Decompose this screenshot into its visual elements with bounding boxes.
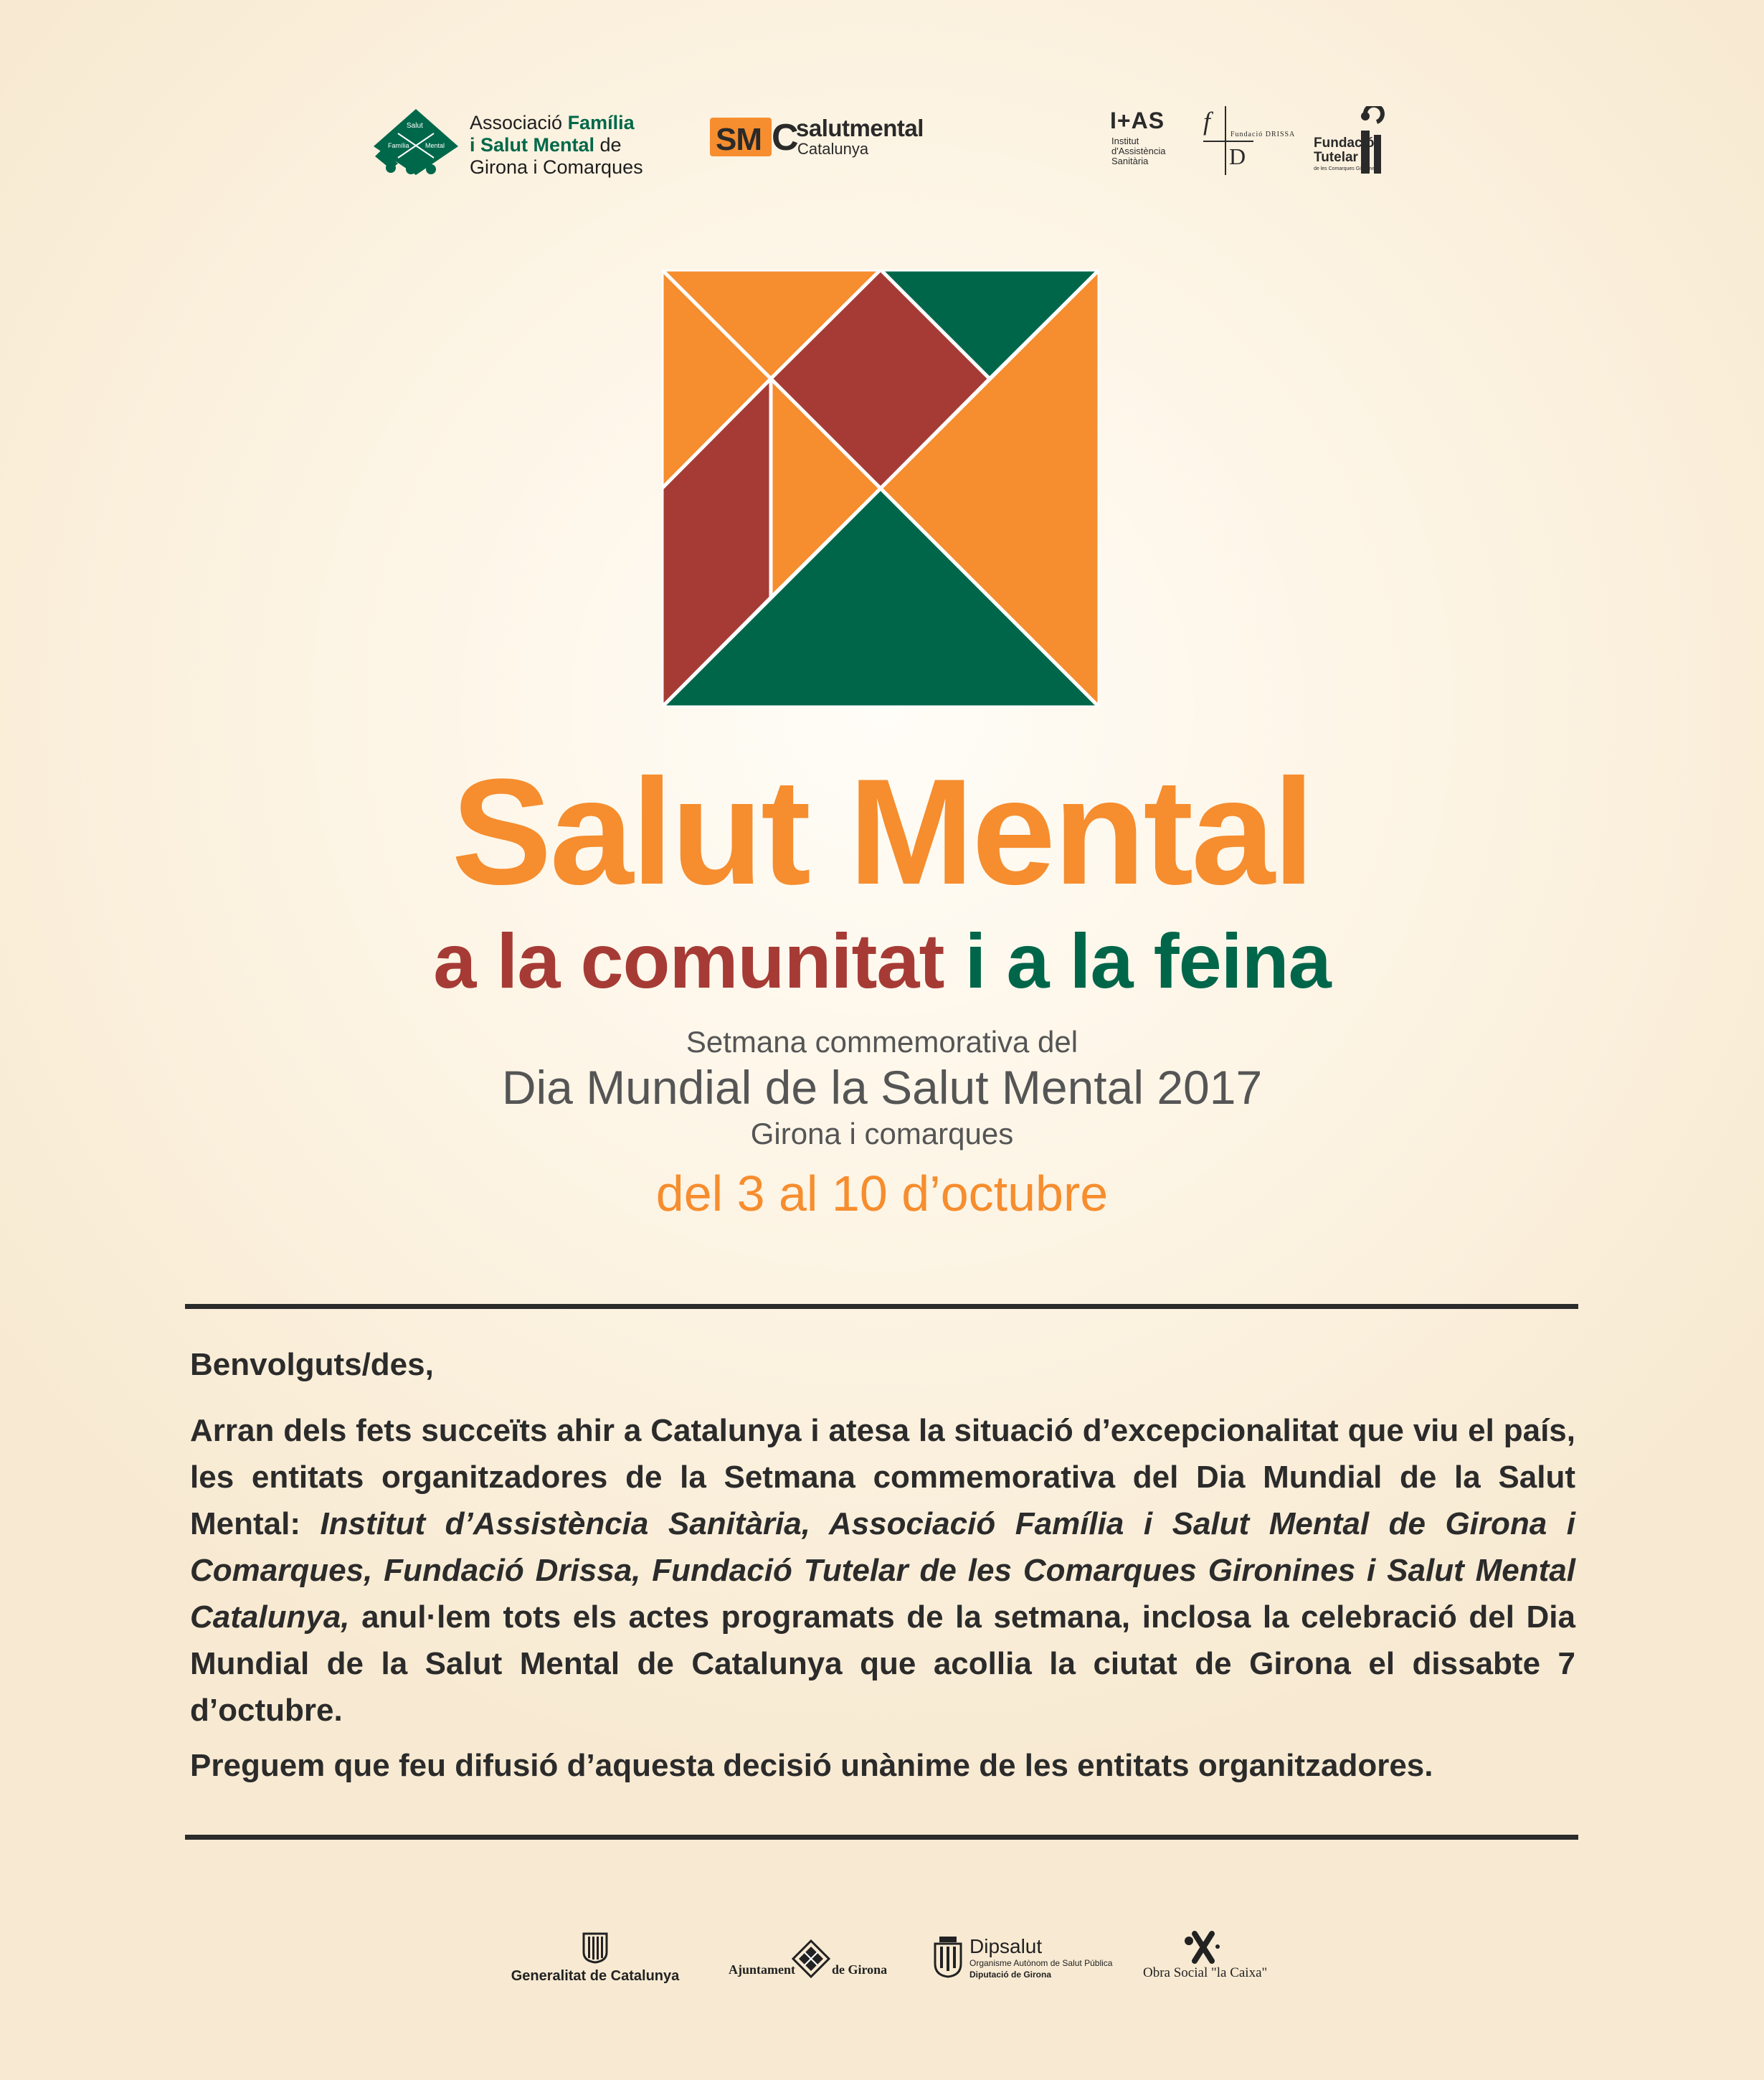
greeting: Benvolguts/des, bbox=[190, 1347, 434, 1382]
subtitle bbox=[0, 918, 1764, 1004]
ajuntament-name: Ajuntament bbox=[729, 1962, 795, 1977]
tutelar-name: Fundació Tutelar bbox=[1314, 136, 1375, 165]
smc-name: salutmental bbox=[796, 115, 924, 141]
drissa-divider bbox=[1203, 141, 1253, 142]
divider-bottom bbox=[185, 1835, 1578, 1840]
drissa-logo bbox=[1199, 106, 1299, 178]
smc-mark: SM bbox=[716, 122, 762, 157]
girona-crest-icon bbox=[792, 1939, 830, 1978]
ajuntament-logo bbox=[724, 1929, 918, 1987]
lacaixa-logo bbox=[1140, 1929, 1276, 1987]
subtitle-part-a: a la comunitat bbox=[433, 917, 944, 1004]
tangram-logo bbox=[662, 270, 1099, 707]
dipsalut-sub: Diputació de Girona bbox=[969, 1970, 1052, 1980]
ias-mark: I+AS bbox=[1110, 108, 1165, 133]
event-location: Girona i comarques bbox=[750, 1117, 1014, 1150]
ias-text: Institut d'Assistència Sanitària bbox=[1111, 136, 1166, 166]
event-dates: del 3 al 10 d’octubre bbox=[655, 1166, 1109, 1221]
dipsalut-crest-icon bbox=[934, 1937, 962, 1978]
closing-request: Preguem que feu difusió d’aquesta decisió unànime de les entitats organitzadores. bbox=[190, 1748, 1433, 1783]
event-name: Dia Mundial de la Salut Mental 2017 bbox=[501, 1061, 1263, 1114]
puzzle-icon bbox=[369, 106, 463, 178]
generalitat-shield-icon bbox=[581, 1932, 610, 1964]
smc-logo bbox=[710, 108, 954, 165]
ajuntament-city: de Girona bbox=[832, 1962, 888, 1977]
smc-mark-c: C bbox=[772, 117, 799, 159]
afsm-name: Associació Família i Salut Mental de Girona i Comarques bbox=[470, 112, 643, 178]
event-intro: Setmana commemorativa del bbox=[686, 1025, 1078, 1059]
puzzle-word: Mental bbox=[425, 142, 445, 149]
tutelar-sub: de les Comarques Gironines bbox=[1314, 166, 1377, 171]
drissa-name: Fundació DRISSA bbox=[1230, 131, 1296, 138]
generalitat-logo bbox=[502, 1929, 688, 1987]
announcement-body bbox=[190, 1343, 1575, 1788]
divider-top bbox=[185, 1304, 1578, 1309]
puzzle-word: Família bbox=[388, 142, 409, 149]
smc-sub: Catalunya bbox=[797, 140, 869, 158]
ias-logo bbox=[1110, 108, 1196, 172]
dipsalut-name: Dipsalut bbox=[969, 1935, 1043, 1957]
announcement-paragraph: Arran dels fets succeïts ahir a Catalunya i atesa la situació d’excepcionalitat que viu el país, les entitats organitzadores de la Setmana commemorativa del Dia Mundial de la Salut Mental: Institut d’Assistència Sanitària, Associació Família i Salut Mental de Girona i Comarques, Fundació Drissa, Fundació Tutelar de les Comarques Gironines i Salut Mental Catalunya, anul·lem tots els actes programats de la setmana, inclosa la celebració del Dia Mundial de la Salut Mental de Catalunya que acollia la ciutat de Girona el dissabte 7 d’octubre. bbox=[190, 1413, 1575, 1728]
subtitle-part-b: i a la feina bbox=[964, 917, 1331, 1004]
dipsalut-logo bbox=[929, 1929, 1137, 1987]
puzzle-word: Salut bbox=[407, 122, 423, 130]
drissa-f: f bbox=[1203, 107, 1211, 136]
generalitat-name: Generalitat de Catalunya bbox=[511, 1968, 680, 1984]
dipsalut-sub: Organisme Autònom de Salut Pública bbox=[969, 1958, 1113, 1968]
lacaixa-name: Obra Social "la Caixa" bbox=[1143, 1965, 1268, 1980]
drissa-d: D bbox=[1229, 143, 1246, 169]
afsm-logo bbox=[369, 106, 685, 178]
lacaixa-star-icon bbox=[1180, 1931, 1226, 1964]
page-title: Salut Mental bbox=[451, 747, 1313, 916]
tutelar-logo bbox=[1312, 106, 1391, 178]
